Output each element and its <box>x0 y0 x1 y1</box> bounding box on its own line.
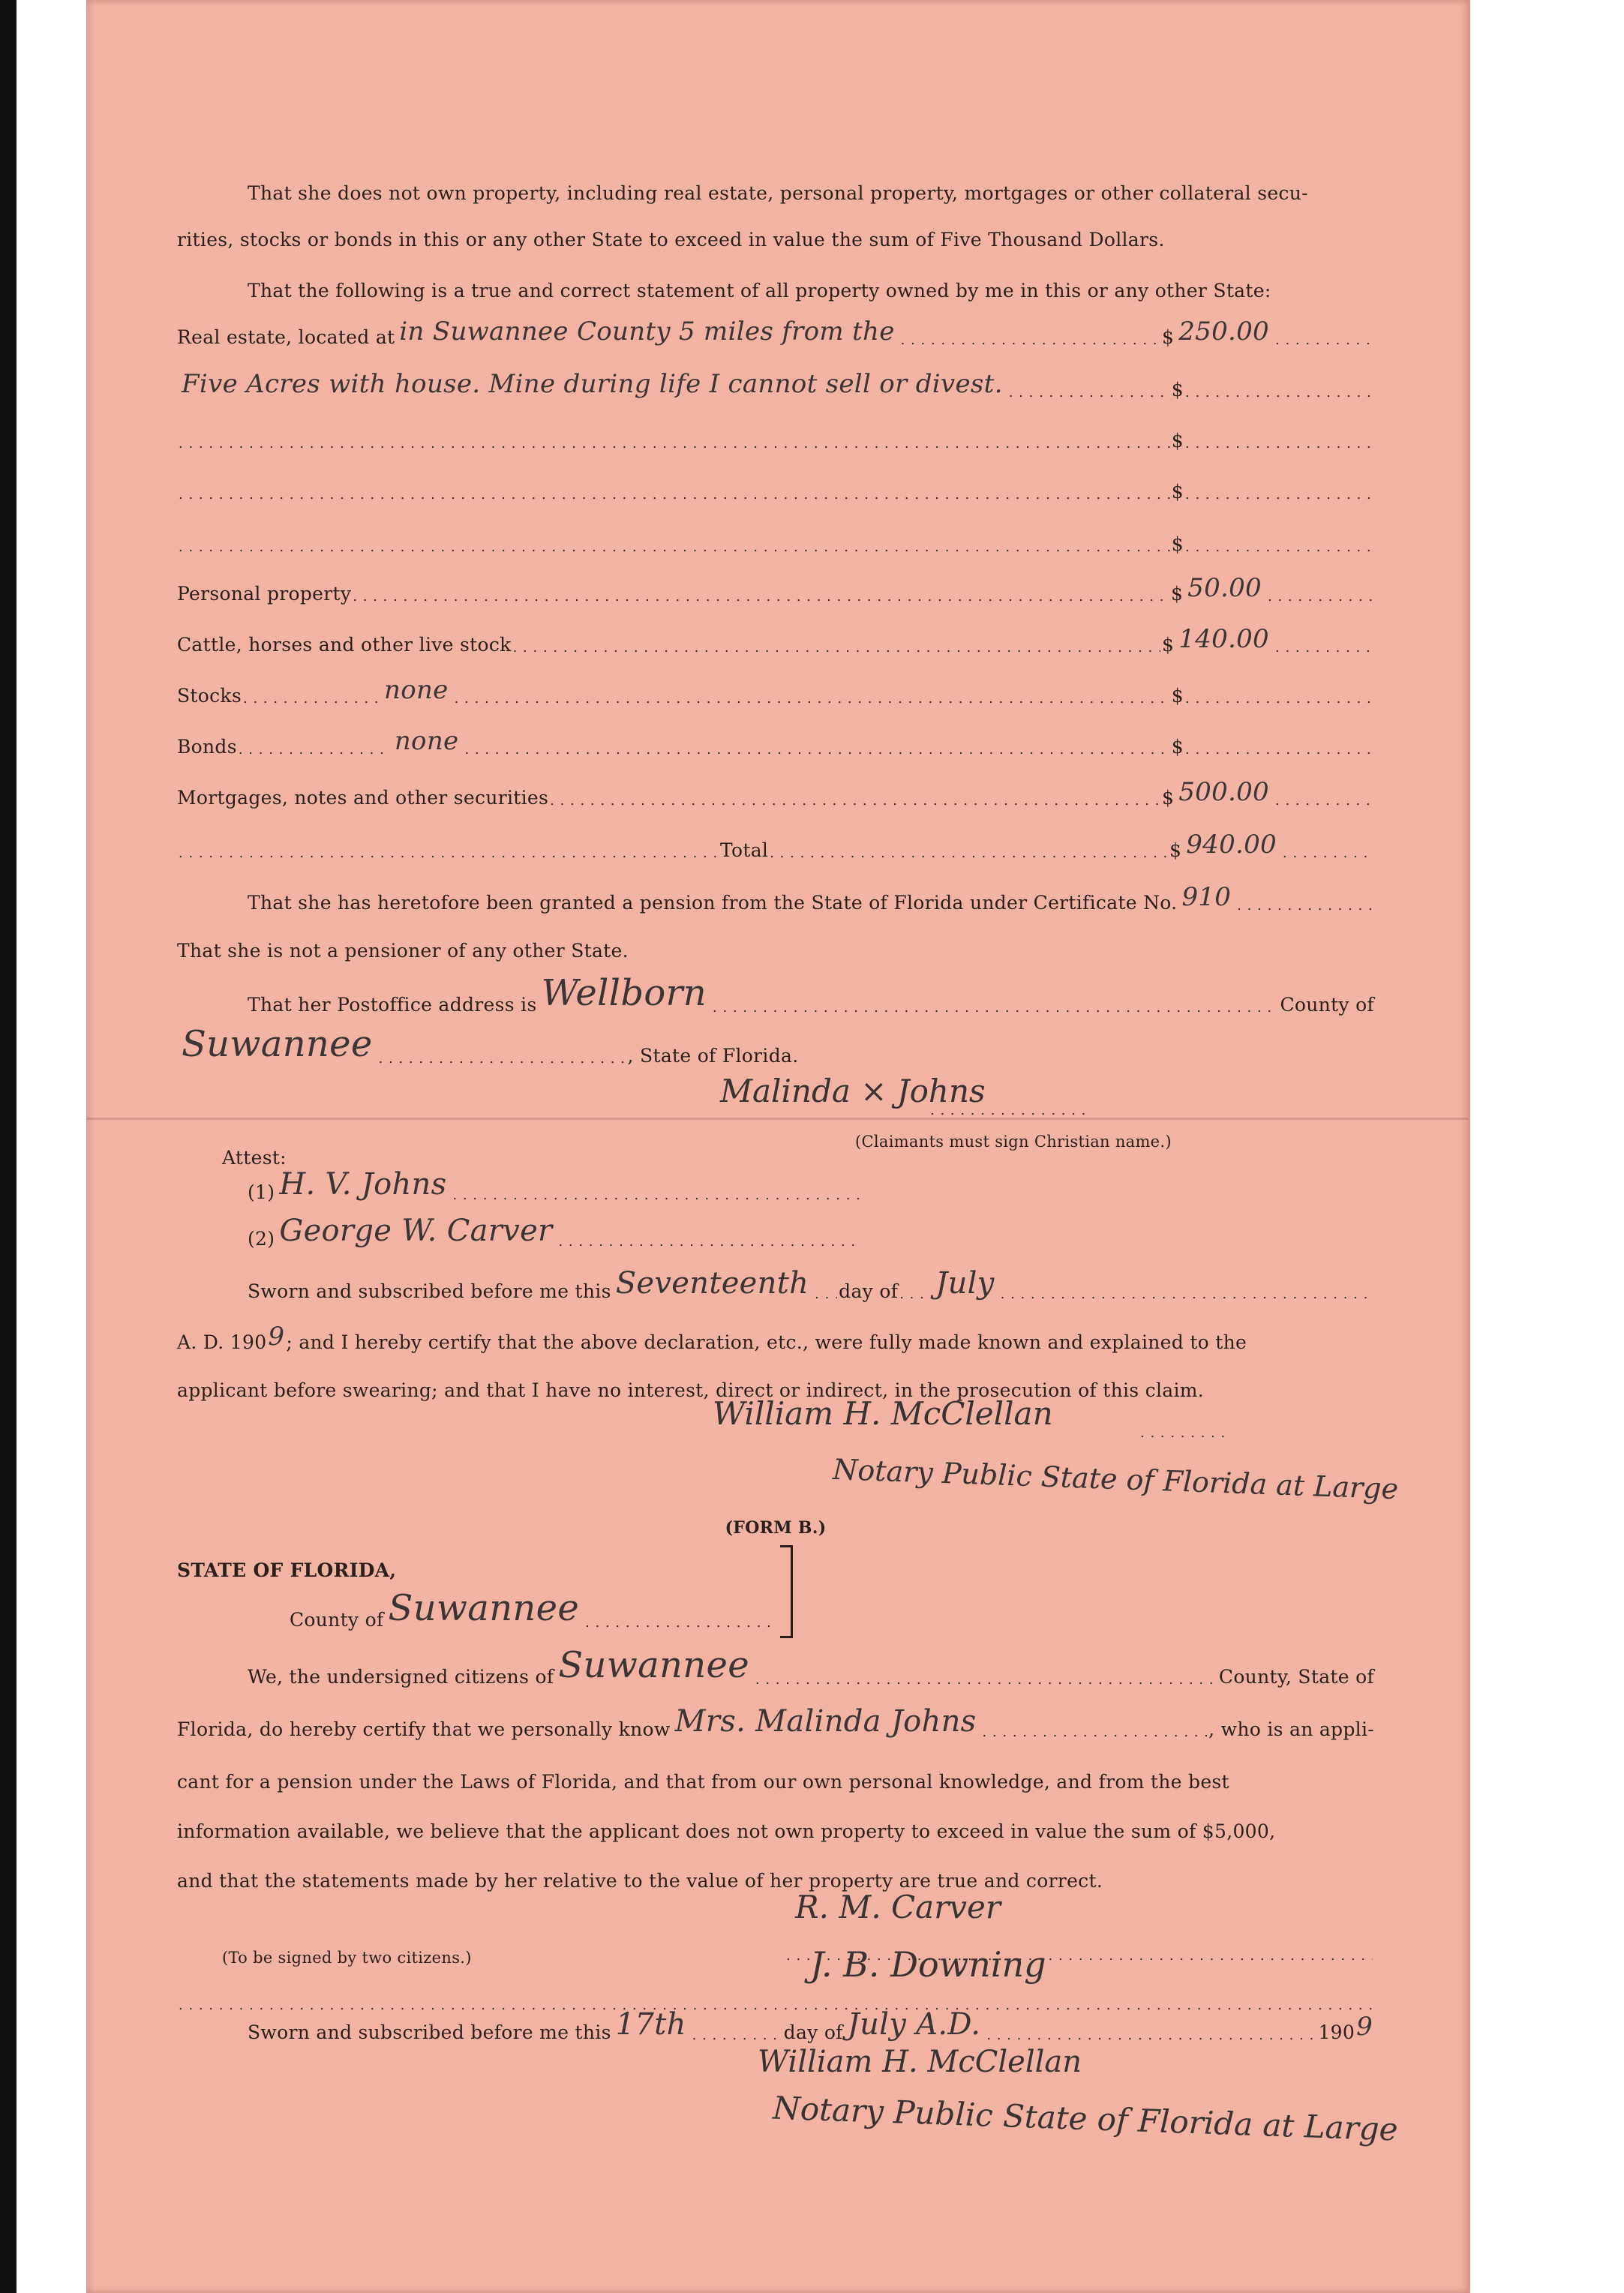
florida-certify-row: Florida, do hereby certify that we personally know Mrs. Malinda Johns . . . , who is an appli- <box>177 1707 1374 1740</box>
county-brace <box>780 1545 793 1638</box>
form-b-county: Suwannee <box>388 1587 580 1629</box>
blank-property-row: . . . $ . . . <box>177 470 1374 503</box>
county-row: Suwannee . . . , State of Florida. <box>177 1034 1374 1067</box>
real-estate-row: Real estate, located at in Suwannee County 5 miles from the . . . $ 250.00 . . . <box>177 315 1374 348</box>
postoffice-address: Wellborn <box>541 972 707 1014</box>
attest-row-2: (2) George W. Carver . . . <box>248 1217 863 1250</box>
attest-label: Attest: <box>222 1147 287 1169</box>
attest-witness-2: George W. Carver <box>279 1214 553 1248</box>
statements-row: and that the statements made by her relative to the value of her property are true and correct. <box>177 1870 1103 1892</box>
mortgages-row: Mortgages, notes and other securities . . . $ 500.00 . . . <box>177 776 1374 809</box>
citizen-signature-1: R. M. Carver <box>795 1889 1001 1925</box>
real-estate-description: Five Acres with house. Mine during life I cannot sell or divest. <box>182 369 1003 399</box>
personal-property-row: Personal property . . . $ 50.00 . . . <box>177 572 1374 605</box>
form-b-sworn-year: 9 <box>1356 2012 1373 2042</box>
county-name: Suwannee <box>182 1023 373 1065</box>
cant-row: cant for a pension under the Laws of Florida, and that from our own personal knowledge, and from the best <box>177 1771 1229 1793</box>
attest-row-1: (1) H. V. Johns . . . <box>248 1170 863 1203</box>
form-b-notary-title: Notary Public State of Florida at Large <box>772 2089 1399 2148</box>
personal-property-amount: 50.00 <box>1187 573 1262 603</box>
citizen-signature-2: J. B. Downing <box>810 1944 1046 1985</box>
total-amount: 940.00 <box>1186 830 1277 860</box>
real-estate-label: Real estate, located at <box>177 326 395 348</box>
form-b-county-row: County of Suwannee . . . <box>290 1598 777 1631</box>
sworn-row: Sworn and subscribed before me this Seventeenth . . . day of . . . July . . . <box>248 1269 1374 1302</box>
form-b-notary-signature: William H. McClellan <box>758 2045 1082 2079</box>
dotted-leader <box>901 330 1160 348</box>
notary-title: Notary Public State of Florida at Large <box>832 1452 1399 1506</box>
not-pensioner-row: That she is not a pensioner of any other State. <box>177 940 629 962</box>
citizens-county: Suwannee <box>558 1644 749 1686</box>
real-estate-row-2: Five Acres with house. Mine during life I cannot sell or divest. . . . $ . . . <box>177 368 1374 401</box>
applicant-name: Mrs. Malinda Johns <box>674 1704 977 1739</box>
sworn-day: Seventeenth <box>615 1266 809 1301</box>
form-b-sworn-row: Sworn and subscribed before me this 17th . . . day of July A.D. . . . 190 9 <box>248 2010 1374 2043</box>
no-property-line-1: That she does not own property, including real estate, personal property, mortgages or other collateral secu- <box>248 182 1308 204</box>
form-b-sworn-day: 17th <box>615 2007 686 2042</box>
stocks-value: none <box>384 675 449 705</box>
blank-property-row: . . . $ . . . <box>177 419 1374 452</box>
paper-edge <box>1468 0 1470 2293</box>
sworn-year: 9 <box>268 1322 285 1352</box>
mortgages-amount: 500.00 <box>1178 777 1269 807</box>
bonds-row: Bonds . . . none . . . $ . . . <box>177 725 1374 758</box>
form-b-sworn-month: July A.D. <box>847 2007 981 2042</box>
real-estate-location: in Suwannee County 5 miles from the <box>399 317 895 347</box>
blank-property-row: . . . $ . . . <box>177 522 1374 555</box>
claimant-signature: Malinda × Johns <box>720 1073 986 1109</box>
signed-by-note: (To be signed by two citizens.) <box>222 1949 472 1967</box>
bonds-value: none <box>394 726 459 756</box>
cattle-amount: 140.00 <box>1178 624 1269 654</box>
scanner-bed-edge <box>0 0 17 2293</box>
real-estate-amount: 250.00 <box>1178 317 1269 347</box>
citizens-row: We, the undersigned citizens of Suwannee . . . County, State of <box>248 1655 1374 1688</box>
statement-intro: That the following is a true and correct statement of all property owned by me in this or any other State: <box>248 280 1271 302</box>
no-property-line-2: rities, stocks or bonds in this or any other State to exceed in value the sum of Five Thousand Dollars. <box>177 229 1165 251</box>
notary-signature: William H. McClellan <box>713 1395 1053 1432</box>
citizen-line-2 <box>177 1980 1374 2013</box>
certify-row: A. D. 190 9 ; and I hereby certify that the above declaration, etc., were fully made known and explained to the <box>177 1322 1247 1353</box>
form-b-heading: (FORM B.) <box>725 1518 827 1538</box>
pension-granted-row: That she has heretofore been granted a pension from the State of Florida under Certificate No. 910 . . . <box>248 881 1374 914</box>
certificate-number: 910 <box>1181 882 1232 912</box>
sworn-month: July <box>935 1266 995 1301</box>
total-row: . . . Total . . . $ 940.00 . . . <box>177 828 1374 861</box>
cattle-row: Cattle, horses and other live stock . . . $ 140.00 . . . <box>177 623 1374 656</box>
claimant-note: (Claimants must sign Christian name.) <box>855 1133 1172 1151</box>
applicant-row: applicant before swearing; and that I have no interest, direct or indirect, in the prosecution of this claim. <box>177 1379 1204 1401</box>
information-row: information available, we believe that the applicant does not own property to exceed in value the sum of $5,000, <box>177 1820 1276 1842</box>
state-of-florida: STATE OF FLORIDA, <box>177 1559 397 1581</box>
postoffice-row: That her Postoffice address is Wellborn . . . County of <box>248 983 1374 1016</box>
attest-witness-1: H. V. Johns <box>279 1167 447 1202</box>
stocks-row: Stocks . . . none . . . $ . . . <box>177 674 1374 707</box>
